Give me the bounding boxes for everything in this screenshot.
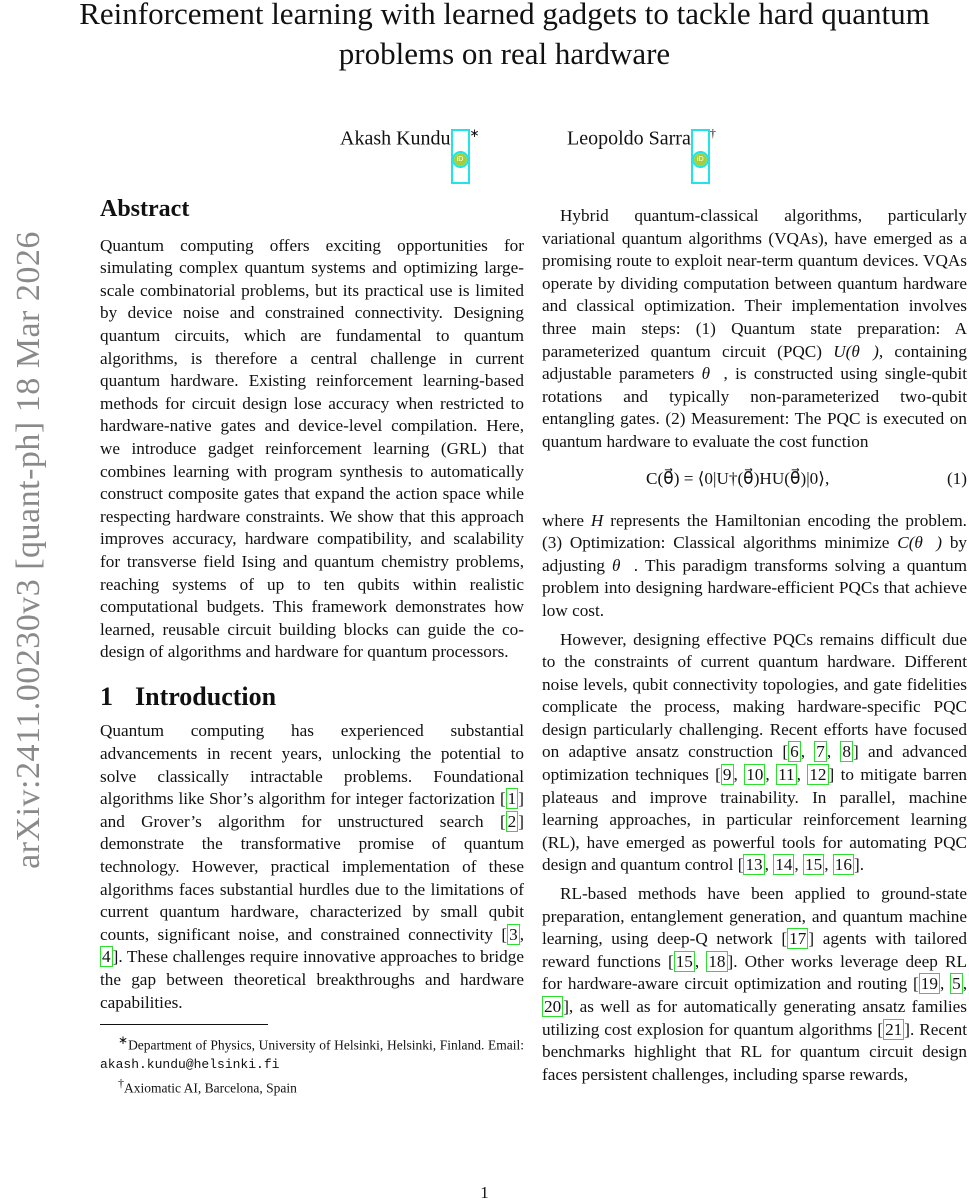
- text-run: Axiomatic AI, Barcelona, Spain: [124, 1080, 297, 1096]
- citation-link[interactable]: 2: [507, 811, 517, 831]
- footnote-mark: ∗: [118, 1033, 129, 1048]
- text-run: and advanced optimization techniques: [542, 742, 967, 785]
- text-run: . These challenges require innovative approaches to bridge the gap between theoretical breakthroughs and hardware capabilities.: [100, 947, 524, 1012]
- author-sarra: [567, 126, 716, 184]
- intro-heading: [100, 681, 524, 711]
- citation-link[interactable]: 12: [809, 765, 827, 785]
- title-line-2: problems on real hardware: [338, 36, 671, 71]
- citation-link[interactable]: 15: [675, 951, 693, 971]
- body-paragraph-pqc-design: However, designing effective PQCs remains difficult due to the constraints of current quantum hardware. Different noise levels, qubit connectivity topologies, and gate fidelities complicate the process, making hardware-specific PQC design particularly challenging. Recent efforts have focused on adaptive ansatz construction [ 6 , 7 , 8 ] and advanced optimization techniques [ 9 , 10 , 11 , 12 ] to mitigate barren plateaus and improve trainability. In parallel, machine learning approaches, in particular reinforcement learning (RL), have emerged as powerful tools for automating PQC design and quantum control [ 13 , 14 , 15 , 16 ].: [542, 629, 967, 875]
- math-symbol: θ⃗: [701, 364, 724, 384]
- orcid-icon: iD: [454, 153, 467, 166]
- orcid-link-kundu[interactable]: [451, 129, 470, 184]
- citation-link[interactable]: 9: [722, 765, 732, 785]
- paper-title: [60, 0, 949, 74]
- citation-link[interactable]: 16: [834, 855, 852, 875]
- abstract-heading: Abstract: [100, 196, 190, 222]
- citation-link[interactable]: 17: [789, 929, 807, 949]
- section-title: Introduction: [135, 681, 277, 711]
- math-symbol: U(θ⃗): [833, 341, 879, 361]
- text-run: , is constructed using single-qubit rotations and typically non-parameterized two-qubit entangling gates. (2) Measurement: The PQC is executed on quantum hardware to evaluate the cost function: [542, 364, 968, 451]
- math-symbol: H: [590, 510, 604, 530]
- text-run: , containing adjustable parameters: [542, 341, 967, 384]
- equation-1: [542, 454, 967, 510]
- text-run: demonstrate the transformative promise of quantum technology. However, practical implementation of these algorithms faces substantial hurdles due to the limitations of current quantum hardware, characterized by small qubit counts, significant noise, and constrained connectivity: [100, 834, 524, 944]
- citation-link[interactable]: 11: [778, 765, 795, 785]
- citation-link[interactable]: 18: [708, 951, 726, 971]
- citation-link[interactable]: 20: [544, 997, 562, 1016]
- equation-number: (1): [946, 468, 967, 488]
- citation-link[interactable]: 21: [885, 1019, 903, 1039]
- author-name: Leopoldo Sarra: [567, 127, 691, 150]
- text-run: However, designing effective PQCs remains difficult due to the constraints of current quantum hardware. Different noise levels, qubit connectivity topologies, and gate fidelities complicate the process, making hardware-specific PQC design particularly challenging. Recent efforts have focused on adaptive ansatz construction: [542, 629, 967, 762]
- author-name: Akash Kundu: [340, 127, 451, 150]
- citation-link[interactable]: 5: [952, 974, 961, 994]
- email-link[interactable]: akash.kundu@helsinki.fi: [100, 1056, 280, 1072]
- arxiv-identifier: arXiv:2411.00230v3 [quant-ph] 18 Mar 2026: [10, 231, 47, 869]
- text-run: , as well as for automatically generating ansatz families utilizing cost explosion for quantum algorithms: [542, 997, 967, 1039]
- right-column: [542, 205, 967, 1086]
- section-number: 1: [100, 681, 113, 711]
- body-paragraph-hamiltonian: [542, 510, 967, 623]
- citation-link[interactable]: 7: [816, 742, 825, 762]
- citation-link[interactable]: 13: [745, 855, 763, 875]
- author-footnote-mark: ∗: [469, 126, 480, 140]
- text-run: to mitigate barren plateaus and improve trainability. In parallel, machine learning approaches, in particular reinforcement learning (RL), have emerged as powerful tools for automating PQC design and quantum control: [542, 765, 967, 875]
- orcid-icon: iD: [694, 153, 707, 166]
- equation-body: C(θ⃗) = ⟨0|U†(θ⃗)HU(θ⃗)|0⟩,: [646, 468, 830, 488]
- orcid-link-sarra[interactable]: [691, 129, 710, 184]
- citation-link[interactable]: 6: [790, 742, 799, 762]
- intro-paragraph: Quantum computing has experienced substantial advancements in recent years, unlocking the potential to solve classically intractable problems. Foundational algorithms like Shor’s algorithm for integer factorization [ 1 ] and Grover’s algorithm for unstructured search [ 2 ] demonstrate the transformative promise of quantum technology. However, practical implementation of these algorithms faces substantial hurdles due to the limitations of current quantum hardware, characterized by small qubit counts, significant noise, and constrained connectivity [ 3 , 4 ]. These challenges require innovative approaches to bridge the gap between theoretical breakthroughs and hardware capabilities.: [100, 721, 524, 1012]
- text-run: by adjusting: [542, 533, 968, 575]
- citation-link[interactable]: 1: [507, 789, 517, 809]
- text-run: Quantum computing has experienced substantial advancements in recent years, unlocking the potential to solve classically intractable problems. Foundational algorithms like Shor’s algorithm for integer factorization: [100, 721, 524, 809]
- citation-link[interactable]: 3: [509, 924, 518, 944]
- text-run: Hybrid quantum-classical algorithms, particularly variational quantum algorithms (VQAs), have emerged as a promising route to exploit near-term quantum devices. VQAs operate by dividing computation between quantum hardware and classical optimization. Their implementation involves three main steps: (1) Quantum state preparation: A parameterized quantum circuit (PQC): [542, 206, 967, 361]
- body-paragraph-rl-methods: RL-based methods have been applied to ground-state preparation, entanglement generation, and quantum machine learning, using deep-Q network [ 17 ] agents with tailored reward functions [ 15 , 18 ]. Other works leverage deep RL for hardware-aware circuit optimization and routing [ 19 , 5 , 20 ], as well as for automatically generating ansatz families utilizing cost explosion for quantum algorithms [ 21 ]. Recent benchmarks highlight that RL for quantum circuit design faces persistent challenges, including sparse rewards,: [542, 884, 968, 1084]
- footnote-affiliation-2: [100, 1074, 524, 1098]
- math-symbol: C(θ⃗): [897, 533, 942, 553]
- text-run: . This paradigm transforms solving a quantum problem into designing hardware-efficient PQCs that achieve low cost.: [542, 555, 967, 620]
- text-run: agents with tailored reward functions: [542, 929, 967, 971]
- footnote-mark: †: [118, 1075, 124, 1090]
- citation-link[interactable]: 15: [805, 855, 823, 875]
- text-run: . Recent benchmarks highlight that RL for quantum circuit design faces persistent challenges, including sparse rewards,: [542, 1019, 967, 1084]
- arxiv-sidebar: [0, 190, 58, 910]
- footnote-rule: [100, 1024, 268, 1025]
- author-footnote-mark: †: [709, 126, 716, 140]
- title-line-1: Reinforcement learning with learned gadgets to tackle hard quantum: [79, 0, 930, 31]
- page-number: 1: [480, 1183, 489, 1202]
- text-run: Department of Physics, University of Helsinki, Helsinki, Finland. Email:: [128, 1037, 524, 1053]
- text-run: represents the Hamiltonian encoding the problem. (3) Optimization: Classical algorithms minimize: [542, 510, 967, 553]
- text-run: .: [859, 855, 865, 875]
- citation-link[interactable]: 8: [842, 742, 852, 762]
- text-run: RL-based methods have been applied to ground-state preparation, entanglement generation, and quantum machine learning, using deep-Q network: [542, 884, 967, 949]
- abstract-text: Quantum computing offers exciting opportunities for simulating complex quantum systems and optimizing large-scale combinatorial problems, but its practical use is limited by device noise and constrained connectivity. Designing quantum circuits, which are fundamental to quantum algorithms, is therefore a central challenge in current quantum hardware. Existing reinforcement learning-based methods for circuit design lose accuracy when restricted to hardware-native gates and device-level compilation. Here, we introduce gadget reinforcement learning (GRL) that combines learning with program synthesis to automatically construct composite gates that expand the action space while respecting hardware constraints. We show that this approach improves accuracy, hardware compatibility, and scalability for transverse field Ising and quantum chemistry problems, reaching systems of up to ten qubits within realistic computational budgets. This framework demonstrates how learned, reusable circuit building blocks can guide the co-design of algorithms and hardware for quantum processors.: [100, 235, 524, 662]
- text-run: and Grover’s algorithm for unstructured search: [100, 811, 500, 831]
- footnote-affiliation-1: [100, 1031, 524, 1074]
- math-symbol: θ⃗: [611, 555, 634, 575]
- text-run: where: [542, 510, 591, 530]
- text-run: . Other works leverage deep RL for hardware-aware circuit optimization and routing: [542, 951, 967, 994]
- body-paragraph-vqa: [542, 205, 967, 454]
- citation-link[interactable]: 14: [775, 855, 793, 875]
- citation-link[interactable]: 10: [746, 765, 764, 785]
- citation-link[interactable]: 4: [102, 947, 111, 967]
- author-kundu: [340, 126, 480, 184]
- left-column: [100, 198, 524, 1097]
- citation-link[interactable]: 19: [920, 974, 938, 994]
